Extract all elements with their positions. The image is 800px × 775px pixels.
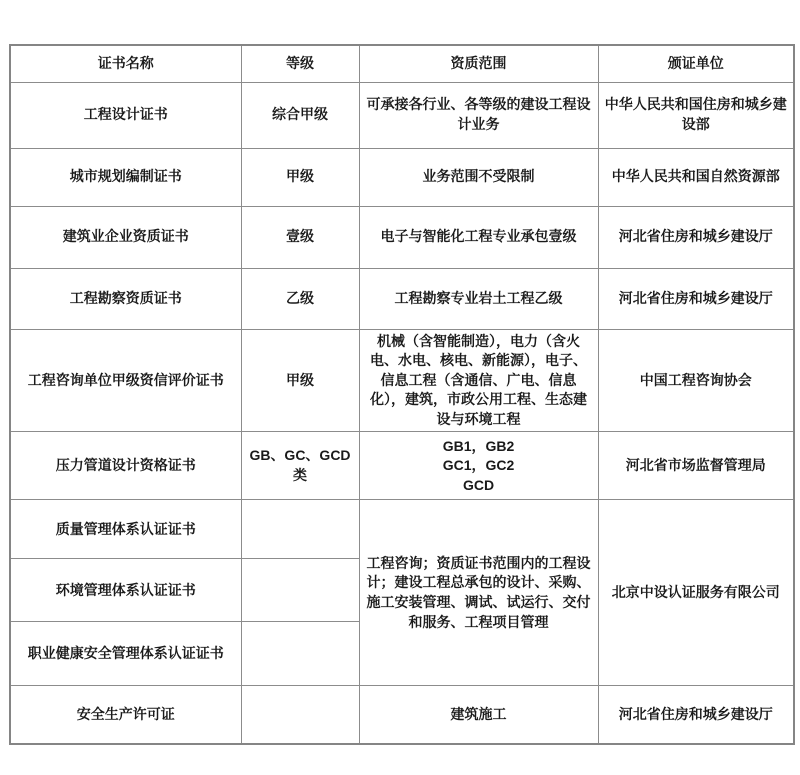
table-row bbox=[10, 500, 794, 559]
cell-cert-name: 质量管理体系认证证书 bbox=[10, 500, 241, 559]
cell-cert-name: 工程勘察资质证书 bbox=[10, 268, 241, 329]
cell-scope bbox=[359, 432, 598, 500]
cell-cert-name: 压力管道设计资格证书 bbox=[10, 432, 241, 500]
cell-issuer: 中华人民共和国自然资源部 bbox=[598, 148, 794, 206]
cell-scope: 工程勘察专业岩土工程乙级 bbox=[359, 268, 598, 329]
scope-line: GC1，GC2 bbox=[442, 457, 515, 474]
cell-level: 甲级 bbox=[241, 329, 359, 432]
cell-issuer: 中华人民共和国住房和城乡建设部 bbox=[598, 82, 794, 148]
cell-scope: 业务范围不受限制 bbox=[359, 148, 598, 206]
cell-level: 乙级 bbox=[241, 268, 359, 329]
table-row bbox=[10, 432, 794, 500]
cell-cert-name: 职业健康安全管理体系认证证书 bbox=[10, 622, 241, 686]
cell-issuer: 河北省住房和城乡建设厅 bbox=[598, 206, 794, 268]
cell-issuer-merged: 北京中设认证服务有限公司 bbox=[598, 500, 794, 686]
cell-cert-name: 城市规划编制证书 bbox=[10, 148, 241, 206]
cell-scope: 可承接各行业、各等级的建设工程设计业务 bbox=[359, 82, 598, 148]
cell-cert-name: 工程咨询单位甲级资信评价证书 bbox=[10, 329, 241, 432]
cell-level: 综合甲级 bbox=[241, 82, 359, 148]
cell-scope-merged: 工程咨询；资质证书范围内的工程设计；建设工程总承包的设计、采购、施工安装管理、调试、试运行、交付和服务、工程项目管理 bbox=[359, 500, 598, 686]
cell-level bbox=[241, 686, 359, 744]
col-header-cert-name: 证书名称 bbox=[10, 45, 241, 82]
table-row bbox=[10, 206, 794, 268]
cell-issuer: 中国工程咨询协会 bbox=[598, 329, 794, 432]
table-header-row bbox=[10, 45, 794, 82]
cell-level bbox=[241, 559, 359, 622]
cell-cert-name: 安全生产许可证 bbox=[10, 686, 241, 744]
col-header-issuer: 颁证单位 bbox=[598, 45, 794, 82]
certificates-table-container bbox=[9, 44, 795, 745]
cell-scope: 机械（含智能制造），电力（含火电、水电、核电、新能源），电子、信息工程（含通信、广电、信息化），建筑，市政公用工程、生态建设与环境工程 bbox=[359, 329, 598, 432]
cell-cert-name: 建筑业企业资质证书 bbox=[10, 206, 241, 268]
cell-cert-name: 工程设计证书 bbox=[10, 82, 241, 148]
scope-line: GCD bbox=[462, 476, 495, 493]
col-header-scope: 资质范围 bbox=[359, 45, 598, 82]
table-row bbox=[10, 686, 794, 744]
cell-scope: 电子与智能化工程专业承包壹级 bbox=[359, 206, 598, 268]
table-row bbox=[10, 82, 794, 148]
scope-line: GB1，GB2 bbox=[442, 437, 515, 454]
cell-cert-name: 环境管理体系认证证书 bbox=[10, 559, 241, 622]
table-row bbox=[10, 329, 794, 432]
cell-issuer: 河北省市场监督管理局 bbox=[598, 432, 794, 500]
table-row bbox=[10, 148, 794, 206]
cell-issuer: 河北省住房和城乡建设厅 bbox=[598, 686, 794, 744]
table-row bbox=[10, 268, 794, 329]
cell-level bbox=[241, 622, 359, 686]
cell-level: GB、GC、GCD 类 bbox=[241, 432, 359, 500]
cell-scope: 建筑施工 bbox=[359, 686, 598, 744]
col-header-level: 等级 bbox=[241, 45, 359, 82]
cell-level: 壹级 bbox=[241, 206, 359, 268]
certificates-table bbox=[9, 44, 795, 745]
cell-issuer: 河北省住房和城乡建设厅 bbox=[598, 268, 794, 329]
cell-level: 甲级 bbox=[241, 148, 359, 206]
cell-level bbox=[241, 500, 359, 559]
